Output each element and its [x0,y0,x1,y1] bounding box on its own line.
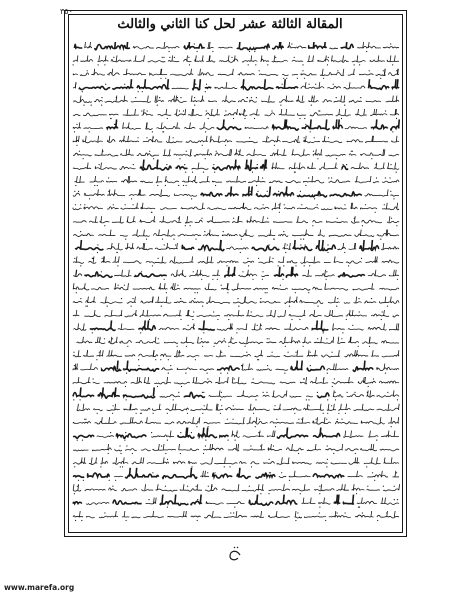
text-line [75,42,400,52]
text-line [73,203,399,213]
text-line [77,404,400,414]
text-line [73,119,399,132]
text-line [73,149,399,159]
text-line [73,297,399,307]
catchword-mark [222,545,248,565]
text-line [75,240,399,253]
text-line [73,468,399,481]
text-line [73,417,399,427]
text-line [73,256,399,266]
text-line [73,361,399,374]
text-line [73,160,399,173]
text-line [73,377,399,387]
text-line [73,387,399,400]
text-line [73,136,399,146]
text-line [73,428,399,441]
text-line [73,484,400,494]
text-line [73,310,399,320]
text-line [73,109,399,119]
page-number: ٣٥٠ [60,7,73,16]
text-line [73,216,399,226]
text-line [73,79,399,92]
manuscript-body-text [70,42,401,526]
text-line [73,267,399,280]
manuscript-heading: المقالة الثالثة عشر لحل كنا الثاني والثالث [117,17,343,32]
handwritten-text-lines [70,42,401,526]
text-line [73,511,399,521]
text-line [74,320,399,333]
text-line [73,230,399,240]
source-watermark: www.marefa.org [4,583,75,592]
text-line [73,350,399,360]
text-line [75,176,399,186]
text-line [73,444,399,454]
text-line [73,186,399,199]
text-line [73,55,400,65]
text-line [73,457,399,467]
text-line [74,96,399,106]
text-line [73,495,399,508]
text-line [73,283,399,293]
text-line [73,69,399,79]
text-line [77,337,399,347]
